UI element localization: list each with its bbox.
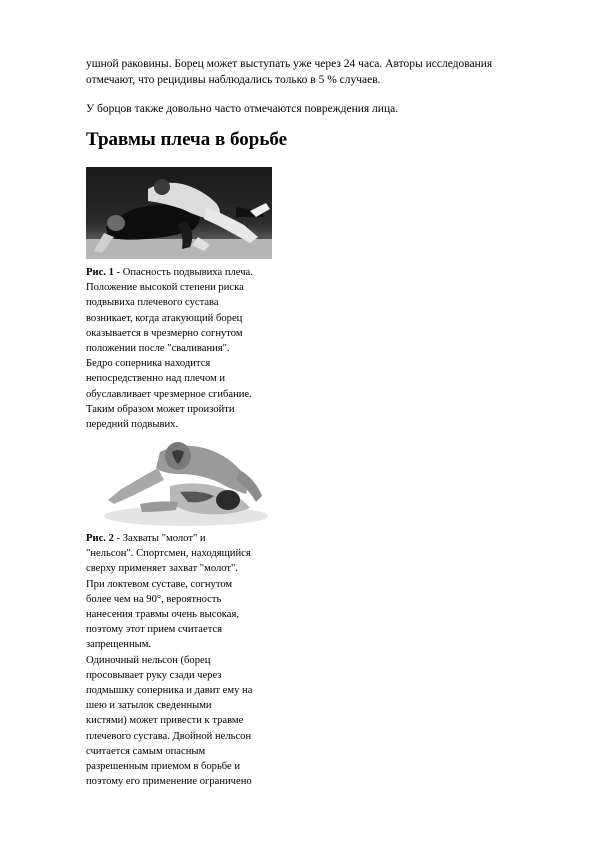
caption-line: поэтому этот прием считается	[86, 624, 223, 636]
caption-line: положении после "сваливания".	[86, 343, 230, 355]
intro-line: отмечают, что рецидивы наблюдались только в 5 % случаев.	[86, 74, 381, 86]
figure-2-caption	[86, 531, 281, 789]
caption-line: Положение высокой степени риска	[86, 282, 244, 294]
caption-line: - Захваты "молот" и	[113, 533, 206, 544]
caption-line: оказывается в чрезмерно согнутом	[86, 327, 243, 339]
figure-2-label: Рис. 2	[86, 533, 114, 544]
intro-paragraph	[86, 56, 526, 88]
caption-line: поэтому его применение ограничено	[86, 776, 252, 788]
caption-line: считается самым опасным	[86, 745, 206, 757]
caption-line: При локтевом суставе, согнутом	[86, 578, 233, 590]
caption-line: нанесения травмы очень высокая,	[86, 609, 239, 621]
caption-line: обуславливает чрезмерное сгибание.	[86, 388, 252, 400]
caption-line: подвывиха плечевого сустава	[86, 297, 219, 309]
caption-line: передний подвывих.	[86, 419, 179, 431]
figure-1-caption	[86, 265, 281, 432]
caption-line: возникает, когда атакующий борец	[86, 312, 243, 324]
caption-line: Бедро соперника находится	[86, 358, 211, 370]
caption-line: Таким образом может произойти	[86, 403, 235, 415]
caption-line: "нельсон". Спортсмен, находящийся	[86, 548, 251, 560]
caption-line: непосредственно над плечом и	[86, 373, 226, 385]
caption-line: просовывает руку сзади через	[86, 669, 222, 681]
caption-line: - Опасность подвывиха плеча.	[113, 267, 253, 278]
shoulder-subluxation-photo	[86, 167, 272, 259]
hammer-nelson-hold-photo	[100, 430, 268, 528]
caption-line: плечевого сустава. Двойной нельсон	[86, 730, 252, 742]
intro-line: ушной раковины. Борец может выступать уже через 24 часа. Авторы исследования	[86, 58, 493, 70]
caption-line: Одиночный нельсон (борец	[86, 654, 211, 666]
caption-line: подмышку соперника и давит ему на	[86, 685, 253, 697]
caption-line: запрещенным.	[86, 639, 152, 651]
caption-line: разрешенным приемом в борьбе и	[86, 761, 241, 773]
caption-line: шею и затылок сведенными	[86, 700, 212, 712]
section-heading: Травмы плеча в борьбе	[86, 129, 288, 150]
caption-line: кистями) может привести к травме	[86, 715, 244, 727]
face-injuries-paragraph: У борцов также довольно часто отмечаются повреждения лица.	[86, 103, 399, 115]
figure-1-label: Рис. 1	[86, 267, 114, 278]
caption-line: сверху применяет захват "молот".	[86, 563, 239, 575]
caption-line: более чем на 90°, вероятность	[86, 593, 222, 605]
